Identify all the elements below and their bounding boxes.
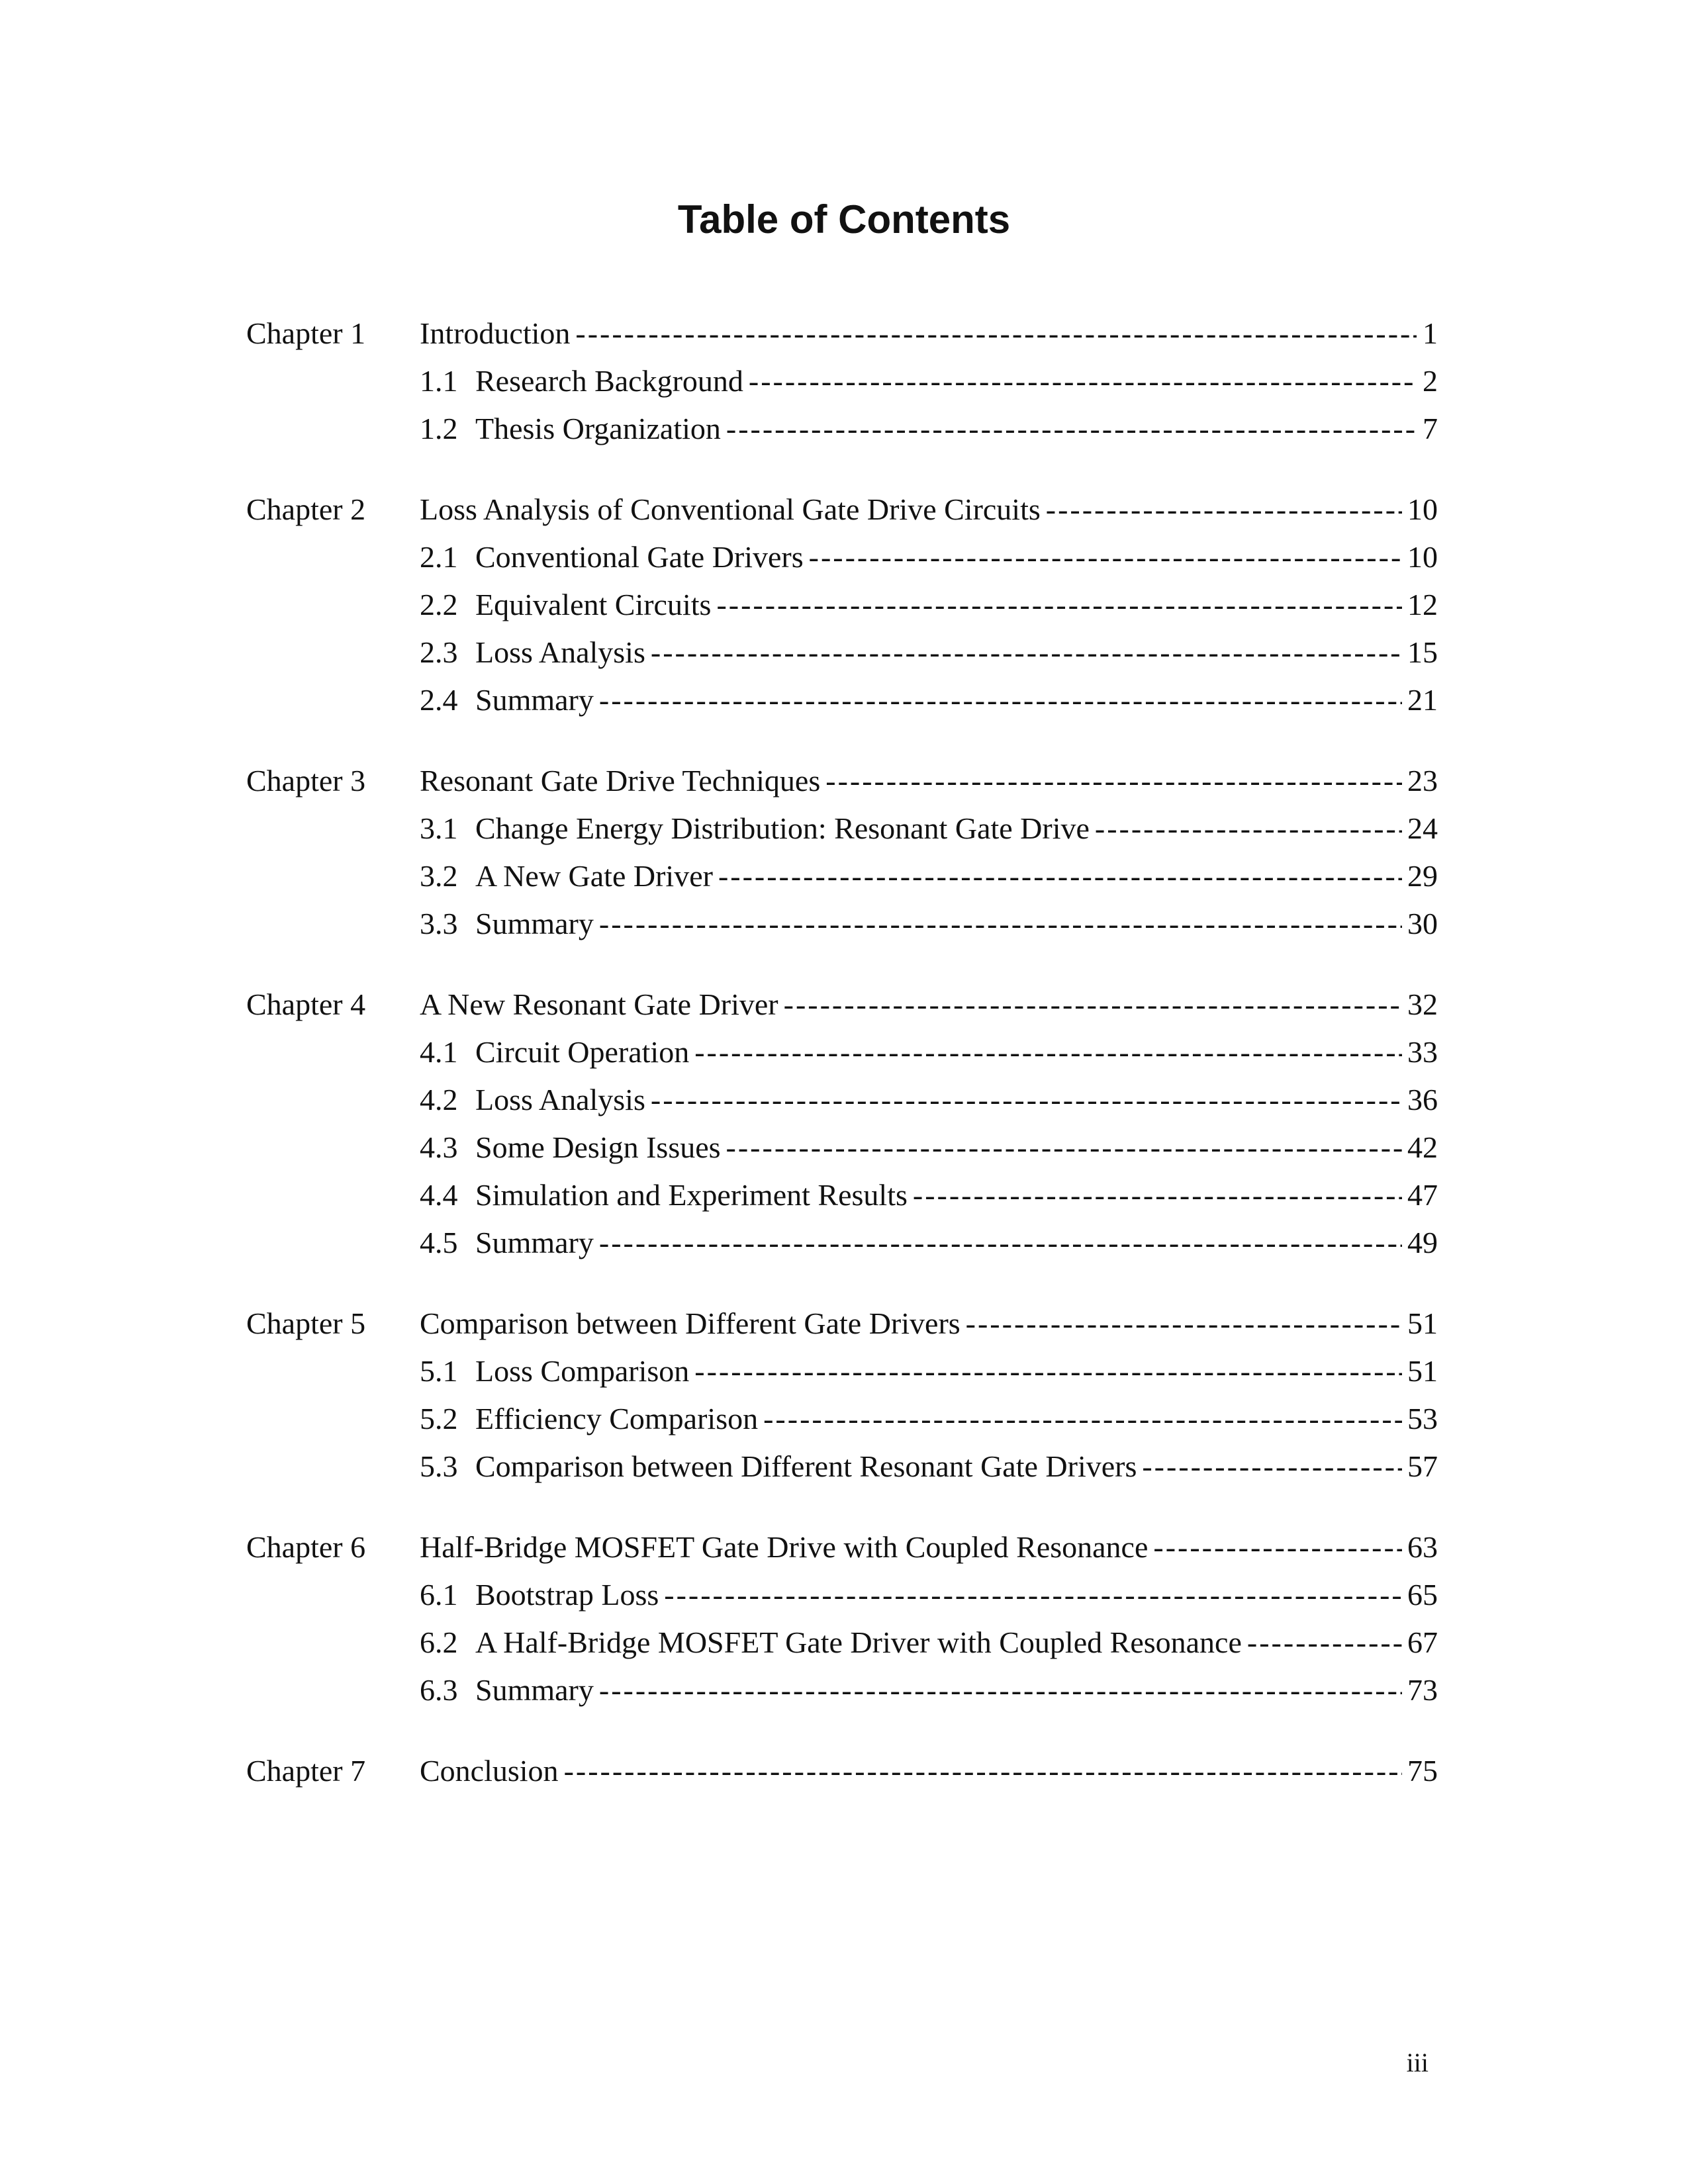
page-ref: 10 [1407, 540, 1438, 574]
page-ref: 65 [1407, 1578, 1438, 1612]
page-ref: 53 [1407, 1402, 1438, 1435]
section-title: Circuit Operation [475, 1035, 690, 1069]
page-ref: 51 [1407, 1306, 1438, 1340]
section-row [246, 533, 1438, 581]
section-title: Bootstrap Loss [475, 1578, 659, 1612]
dot-leader [809, 533, 1402, 581]
chapter-group [246, 1747, 1438, 1795]
toc-entry [420, 676, 1438, 724]
section-row [246, 1171, 1438, 1219]
chapter-label: Chapter 4 [246, 987, 366, 1021]
chapter-title: Resonant Gate Drive Techniques [420, 764, 821, 797]
section-row [246, 1395, 1438, 1443]
section-number: 5.1 [420, 1354, 458, 1388]
dot-leader [694, 1347, 1402, 1395]
section-number: 6.1 [420, 1578, 458, 1612]
section-row [246, 1219, 1438, 1267]
page-ref: 24 [1407, 811, 1438, 845]
dot-leader [599, 900, 1402, 948]
section-number: 3.1 [420, 811, 458, 845]
chapter-label: Chapter 2 [246, 492, 366, 526]
page-ref: 32 [1407, 987, 1438, 1021]
section-row [246, 1619, 1438, 1666]
section-row [246, 629, 1438, 676]
page-ref: 23 [1407, 764, 1438, 797]
dot-leader [694, 1028, 1402, 1076]
section-row [246, 581, 1438, 629]
section-number: 4.4 [420, 1178, 458, 1212]
dot-leader [825, 757, 1402, 805]
chapter-row [246, 1747, 1438, 1795]
toc-entry [420, 981, 1438, 1028]
toc-entry [420, 1443, 1438, 1490]
chapter-label: Chapter 5 [246, 1306, 366, 1340]
page-ref: 21 [1407, 683, 1438, 717]
chapter-row [246, 1524, 1438, 1571]
section-title: Some Design Issues [475, 1130, 721, 1164]
section-title: Summary [475, 1673, 594, 1707]
section-row [246, 1347, 1438, 1395]
section-title: Loss Analysis [475, 635, 645, 669]
chapter-title: Loss Analysis of Conventional Gate Drive Circuits [420, 492, 1041, 526]
page-ref: 2 [1423, 364, 1438, 398]
section-number: 4.5 [420, 1226, 458, 1259]
chapter-group [246, 757, 1438, 948]
toc-entry [420, 1619, 1438, 1666]
section-title: Simulation and Experiment Results [475, 1178, 908, 1212]
page-ref: 1 [1423, 316, 1438, 350]
page-ref: 51 [1407, 1354, 1438, 1388]
page-ref: 47 [1407, 1178, 1438, 1212]
toc-entry [420, 1028, 1438, 1076]
chapter-group [246, 981, 1438, 1267]
page-ref: 67 [1407, 1625, 1438, 1659]
dot-leader [913, 1171, 1402, 1219]
page-ref: 10 [1407, 492, 1438, 526]
section-row [246, 1443, 1438, 1490]
toc-entry [420, 900, 1438, 948]
dot-leader [651, 629, 1402, 676]
section-number: 4.3 [420, 1130, 458, 1164]
toc-entry [420, 1347, 1438, 1395]
section-row [246, 805, 1438, 852]
page-ref: 36 [1407, 1083, 1438, 1116]
section-row [246, 1124, 1438, 1171]
chapter-title: Half-Bridge MOSFET Gate Drive with Coupled Resonance [420, 1530, 1149, 1564]
dot-leader [651, 1076, 1402, 1124]
toc-entry [420, 486, 1438, 533]
toc-entry [420, 852, 1438, 900]
dot-leader [716, 581, 1402, 629]
chapter-row [246, 310, 1438, 357]
toc-entry [420, 805, 1438, 852]
section-number: 3.3 [420, 907, 458, 940]
page-ref: 33 [1407, 1035, 1438, 1069]
toc-entry [420, 1300, 1438, 1347]
chapter-group [246, 310, 1438, 453]
toc-entry [420, 1666, 1438, 1714]
dot-leader [1142, 1443, 1402, 1490]
dot-leader [1247, 1619, 1402, 1666]
section-number: 5.3 [420, 1449, 458, 1483]
section-number: 2.2 [420, 588, 458, 621]
chapter-row [246, 981, 1438, 1028]
section-row [246, 676, 1438, 724]
dot-leader [564, 1747, 1402, 1795]
section-title: Conventional Gate Drivers [475, 540, 804, 574]
chapter-label: Chapter 3 [246, 764, 366, 797]
chapter-row [246, 757, 1438, 805]
dot-leader [1095, 805, 1402, 852]
section-title: Summary [475, 683, 594, 717]
toc-entry [420, 757, 1438, 805]
dot-leader [749, 357, 1417, 405]
section-row [246, 1028, 1438, 1076]
section-title: A New Gate Driver [475, 859, 713, 893]
dot-leader [599, 1666, 1402, 1714]
chapter-title: Comparison between Different Gate Drivers [420, 1306, 961, 1340]
toc-entry [420, 1571, 1438, 1619]
table-of-contents [246, 310, 1438, 1828]
page-ref: 75 [1407, 1754, 1438, 1788]
section-title: Equivalent Circuits [475, 588, 712, 621]
dot-leader [763, 1395, 1402, 1443]
page-ref: 12 [1407, 588, 1438, 621]
chapter-title: Conclusion [420, 1754, 559, 1788]
toc-entry [420, 629, 1438, 676]
section-row [246, 1571, 1438, 1619]
section-title: Loss Analysis [475, 1083, 645, 1116]
dot-leader [664, 1571, 1402, 1619]
chapter-title: A New Resonant Gate Driver [420, 987, 778, 1021]
page-ref: 49 [1407, 1226, 1438, 1259]
chapter-label: Chapter 7 [246, 1754, 366, 1788]
section-title: Comparison between Different Resonant Gate Drivers [475, 1449, 1137, 1483]
section-number: 3.2 [420, 859, 458, 893]
page-number: iii [1406, 2048, 1429, 2077]
chapter-label: Chapter 1 [246, 316, 366, 350]
page-ref: 42 [1407, 1130, 1438, 1164]
section-row [246, 900, 1438, 948]
chapter-title: Introduction [420, 316, 571, 350]
page-ref: 15 [1407, 635, 1438, 669]
toc-entry [420, 1076, 1438, 1124]
dot-leader [599, 1219, 1402, 1267]
dot-leader [784, 981, 1402, 1028]
toc-entry [420, 533, 1438, 581]
section-title: Summary [475, 1226, 594, 1259]
section-number: 5.2 [420, 1402, 458, 1435]
section-title: A Half-Bridge MOSFET Gate Driver with Coupled Resonance [475, 1625, 1242, 1659]
page-ref: 57 [1407, 1449, 1438, 1483]
toc-entry [420, 357, 1438, 405]
page-ref: 63 [1407, 1530, 1438, 1564]
section-number: 2.4 [420, 683, 458, 717]
page-ref: 73 [1407, 1673, 1438, 1707]
section-row [246, 1666, 1438, 1714]
page-title: Table of Contents [677, 197, 1011, 242]
section-number: 2.1 [420, 540, 458, 574]
chapter-row [246, 1300, 1438, 1347]
dot-leader [966, 1300, 1402, 1347]
section-title: Summary [475, 907, 594, 940]
toc-entry [420, 1171, 1438, 1219]
page-ref: 30 [1407, 907, 1438, 940]
section-title: Efficiency Comparison [475, 1402, 759, 1435]
section-row [246, 852, 1438, 900]
toc-entry [420, 405, 1438, 453]
toc-entry [420, 1395, 1438, 1443]
chapter-group [246, 1524, 1438, 1714]
dot-leader [1046, 486, 1402, 533]
section-title: Change Energy Distribution: Resonant Gate Drive [475, 811, 1090, 845]
toc-entry [420, 581, 1438, 629]
chapter-group [246, 1300, 1438, 1490]
section-row [246, 1076, 1438, 1124]
section-number: 1.2 [420, 412, 458, 445]
section-title: Thesis Organization [475, 412, 721, 445]
toc-entry [420, 1124, 1438, 1171]
section-number: 6.3 [420, 1673, 458, 1707]
toc-entry [420, 1524, 1438, 1571]
section-number: 2.3 [420, 635, 458, 669]
page-ref: 29 [1407, 859, 1438, 893]
toc-entry [420, 1747, 1438, 1795]
dot-leader [1153, 1524, 1402, 1571]
toc-entry [420, 310, 1438, 357]
dot-leader [718, 852, 1402, 900]
section-title: Research Background [475, 364, 743, 398]
toc-entry [420, 1219, 1438, 1267]
section-row [246, 357, 1438, 405]
page-ref: 7 [1423, 412, 1438, 445]
section-row [246, 405, 1438, 453]
chapter-group [246, 486, 1438, 724]
dot-leader [726, 405, 1417, 453]
section-number: 4.1 [420, 1035, 458, 1069]
chapter-label: Chapter 6 [246, 1530, 366, 1564]
section-title: Loss Comparison [475, 1354, 690, 1388]
dot-leader [599, 676, 1402, 724]
dot-leader [575, 310, 1417, 357]
section-number: 1.1 [420, 364, 458, 398]
chapter-row [246, 486, 1438, 533]
dot-leader [726, 1124, 1402, 1171]
section-number: 6.2 [420, 1625, 458, 1659]
section-number: 4.2 [420, 1083, 458, 1116]
